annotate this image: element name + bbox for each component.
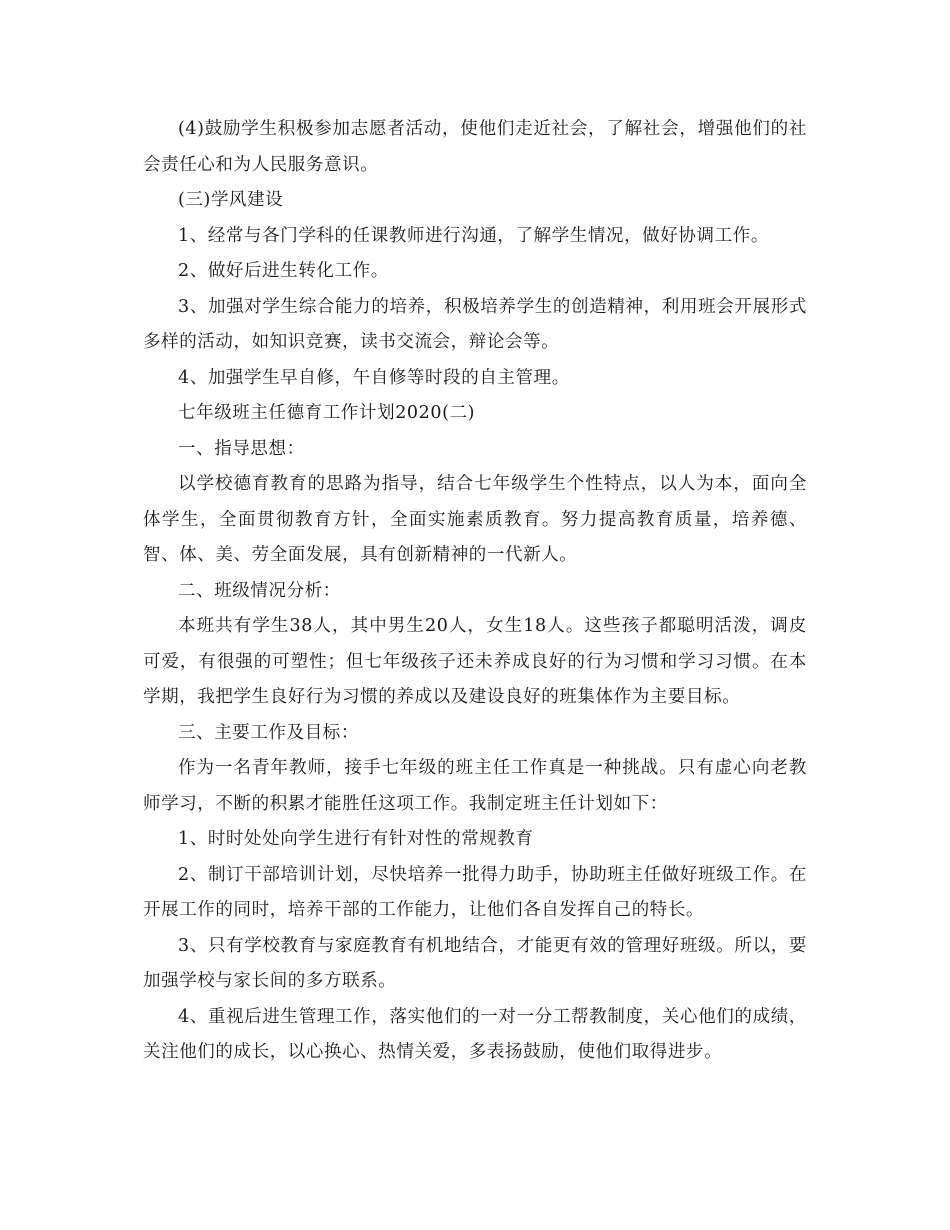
paragraph-work-item-3: 3、只有学校教育与家庭教育有机地结合，才能更有效的管理好班级。所以，要加强学校与家长间的多方联系。 (143, 935, 807, 991)
paragraph-item-2: 2、做好后进生转化工作。 (178, 261, 389, 281)
document-subtitle: 七年级班主任德育工作计划2020(二) (178, 403, 476, 423)
section-heading-study-style: (三)学风建设 (178, 190, 284, 210)
paragraph-work-item-4: 4、重视后进生管理工作，落实他们的一对一分工帮教制度，关心他们的成绩，关注他们的成长，以心换心、热情关爱，多表扬鼓励，使他们取得进步。 (143, 1006, 807, 1062)
document-page (143, 112, 807, 1071)
heading-main-work: 三、主要工作及目标： (178, 722, 359, 743)
paragraph-item-3: 3、加强对学生综合能力的培养，积极培养学生的创造精神，利用班会开展形式多样的活动，如知识竞赛，读书交流会，辩论会等。 (143, 296, 807, 352)
paragraph-guiding-thought: 以学校德育教育的思路为指导，结合七年级学生个性特点，以人为本，面向全体学生，全面贯彻教育方针，全面实施素质教育。努力提高教育质量，培养德、智、体、美、劳全面发展，具有创新精神的一代新人。 (143, 474, 807, 565)
paragraph-volunteer: (4)鼓励学生积极参加志愿者活动，使他们走近社会，了解社会，增强他们的社会责任心和为人民服务意识。 (143, 119, 807, 175)
paragraph-work-item-1: 1、时时处处向学生进行有针对性的常规教育 (178, 829, 534, 849)
paragraph-item-4: 4、加强学生早自修，午自修等时段的自主管理。 (178, 367, 570, 388)
paragraph-item-1: 1、经常与各门学科的任课教师进行沟通，了解学生情况，做好协调工作。 (178, 225, 769, 246)
paragraph-work-item-2: 2、制订干部培训计划，尽快培养一批得力助手，协助班主任做好班级工作。在开展工作的同时，培养干部的工作能力，让他们各自发挥自己的特长。 (143, 864, 807, 920)
paragraph-main-work: 作为一名青年教师，接手七年级的班主任工作真是一种挑战。只有虚心向老教师学习，不断的积累才能胜任这项工作。我制定班主任计划如下： (143, 758, 807, 814)
paragraph-class-analysis: 本班共有学生38人，其中男生20人，女生18人。这些孩子都聪明活泼，调皮可爱，有很强的可塑性；但七年级孩子还未养成良好的行为习惯和学习习惯。在本学期，我把学生良好行为习惯的养成以及建设良好的班集体作为主要目标。 (143, 616, 807, 707)
heading-class-analysis: 二、班级情况分析： (178, 580, 341, 601)
heading-guiding-thought: 一、指导思想： (178, 438, 305, 459)
